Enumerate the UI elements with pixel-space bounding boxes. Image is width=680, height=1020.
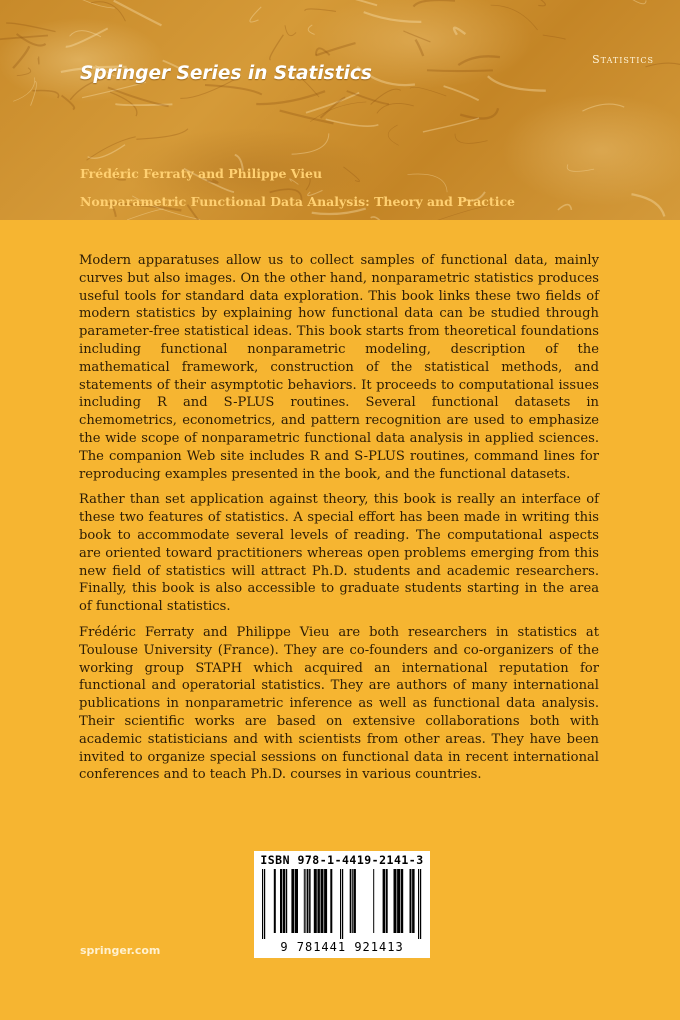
marble-vein xyxy=(416,40,424,56)
description-text xyxy=(79,252,599,792)
barcode-bar xyxy=(307,869,309,933)
barcode-guard-bar xyxy=(264,869,265,939)
marble-vein xyxy=(364,12,422,22)
marble-vein xyxy=(377,103,414,113)
marble-vein xyxy=(371,89,401,104)
barcode-bar xyxy=(383,869,386,933)
marble-vein xyxy=(371,217,390,220)
marble-vein xyxy=(87,137,136,161)
marble-vein xyxy=(444,86,479,100)
marble-vein xyxy=(454,28,465,35)
marble-vein xyxy=(488,76,546,90)
marble-vein xyxy=(620,0,646,4)
marble-vein xyxy=(347,91,389,104)
barcode-guard-bar xyxy=(262,869,263,939)
barcode-bar xyxy=(324,869,327,933)
marble-vein xyxy=(352,0,377,5)
barcode-guard-bar xyxy=(420,869,421,939)
barcode-guard-bar xyxy=(340,869,341,939)
marble-vein xyxy=(407,174,447,192)
marble-vein xyxy=(582,104,624,111)
series-category-label: Statistics xyxy=(592,53,654,66)
marble-vein xyxy=(13,46,29,68)
barcode-bar xyxy=(274,869,276,933)
marble-vein xyxy=(388,125,399,145)
marble-vein xyxy=(423,118,479,132)
marble-vein xyxy=(455,134,488,144)
marble-vein xyxy=(558,205,571,210)
barcode-bar xyxy=(401,869,404,933)
barcode-bar xyxy=(373,869,374,933)
marble-vein xyxy=(285,25,296,35)
barcode-bar xyxy=(304,869,305,933)
barcode-bar xyxy=(280,869,282,933)
marble-vein xyxy=(38,56,39,63)
marble-vein xyxy=(250,7,261,22)
marble-vein xyxy=(543,35,566,39)
marble-vein xyxy=(32,90,58,98)
barcode-bar xyxy=(330,869,332,933)
book-title: Nonparametric Functional Data Analysis: Theory and Practice xyxy=(80,194,516,209)
barcode-guard-bar xyxy=(418,869,419,939)
marble-vein xyxy=(305,9,336,11)
marble-vein xyxy=(6,23,55,32)
barcode-bar xyxy=(353,869,356,933)
barcode-bar xyxy=(350,869,352,933)
marble-vein xyxy=(460,108,498,118)
barcode-label xyxy=(254,851,430,958)
marble-vein xyxy=(292,133,329,154)
marble-vein xyxy=(56,0,115,8)
book-authors: Frédéric Ferraty and Philippe Vieu xyxy=(80,166,323,181)
marble-texture xyxy=(0,0,680,220)
barcode-bar xyxy=(321,869,324,933)
marble-vein xyxy=(256,91,325,104)
barcode-bar xyxy=(283,869,286,933)
marble-vein xyxy=(310,102,366,122)
barcode-bar xyxy=(291,869,294,933)
barcode-bar xyxy=(394,869,397,933)
publisher-website: springer.com xyxy=(80,944,161,957)
description-paragraph-2: Rather than set application against theory, this book is really an interface of these two features of statistics. A special effort has been made in writing this book to accommodate several levels of reading. The computational aspects are oriented toward practitioners whereas open problems emerging from this new field of statistics will attract Ph.D. students and academic researchers. Finally, this book is also accessible to graduate students starting in the area of functional statistics. xyxy=(79,492,599,615)
barcode-bars xyxy=(260,869,424,939)
marble-vein xyxy=(631,194,664,216)
ean-number: 9 781441 921413 xyxy=(280,940,404,954)
marble-vein xyxy=(567,164,594,171)
barcode-bar xyxy=(410,869,412,933)
marble-vein xyxy=(343,167,359,182)
barcode-bar xyxy=(386,869,388,933)
barcode-bar xyxy=(397,869,400,933)
header-banner xyxy=(0,0,680,220)
barcode-guard-bar xyxy=(342,869,343,939)
marble-vein xyxy=(31,81,37,106)
barcode-bar xyxy=(352,869,353,933)
marble-vein xyxy=(410,87,446,96)
barcode-bar xyxy=(317,869,320,933)
marble-vein xyxy=(127,209,163,220)
marble-vein xyxy=(312,209,366,215)
description-paragraph-3: Frédéric Ferraty and Philippe Vieu are both researchers in statistics at Toulouse University (France). They are co-founders and co-organizers of the working group STAPH which acquired an international reputation for functional and operatorial statistics. They are authors of many international publications in nonparametric inference as well as functional data analysis. Their scientific works are based on extensive collaborations both with academic statisticians and with scientists from other areas. They have been invited to organize special sessions on functional data in recent international conferences and to teach Ph.D. courses in various countries. xyxy=(79,624,599,783)
barcode-bar xyxy=(412,869,415,933)
isbn-number: ISBN 978-1-4419-2141-3 xyxy=(260,853,424,867)
series-title: Springer Series in Statistics xyxy=(80,63,372,84)
marble-vein xyxy=(534,0,545,6)
barcode-bar xyxy=(286,869,288,933)
barcode-bar xyxy=(295,869,298,933)
barcode-bar xyxy=(305,869,306,933)
marble-vein xyxy=(13,77,35,101)
marble-vein xyxy=(458,56,500,65)
marble-vein xyxy=(427,70,493,71)
marble-vein xyxy=(491,5,538,30)
barcode-bar xyxy=(314,869,317,933)
marble-vein xyxy=(17,68,31,76)
marble-vein xyxy=(414,0,455,7)
marble-vein xyxy=(136,129,188,139)
marble-vein xyxy=(308,25,314,35)
marble-vein xyxy=(270,35,284,60)
description-paragraph-1: Modern apparatuses allow us to collect samples of functional data, mainly curves but also images. On the other hand, nonparametric statistics produces useful tools for standard data exploration. This book links these two fields of modern statistics by explaining how functional data can be studied through parameter-free statistical ideas. This book starts from theoretical foundations including functional nonparametric modeling, description of the mathematical framework, construction of the statistical methods, and statements of their asymptotic behaviors. It proceeds to computational issues including R and S-PLUS routines. Several functional datasets in chemometrics, econometrics, and pattern recognition are used to emphasize the wide scope of nonparametric functional data analysis in applied sciences. The companion Web site includes R and S-PLUS routines, command lines for reproducing examples presented in the book, and the functional datasets. xyxy=(79,253,599,482)
barcode-bar xyxy=(309,869,311,933)
